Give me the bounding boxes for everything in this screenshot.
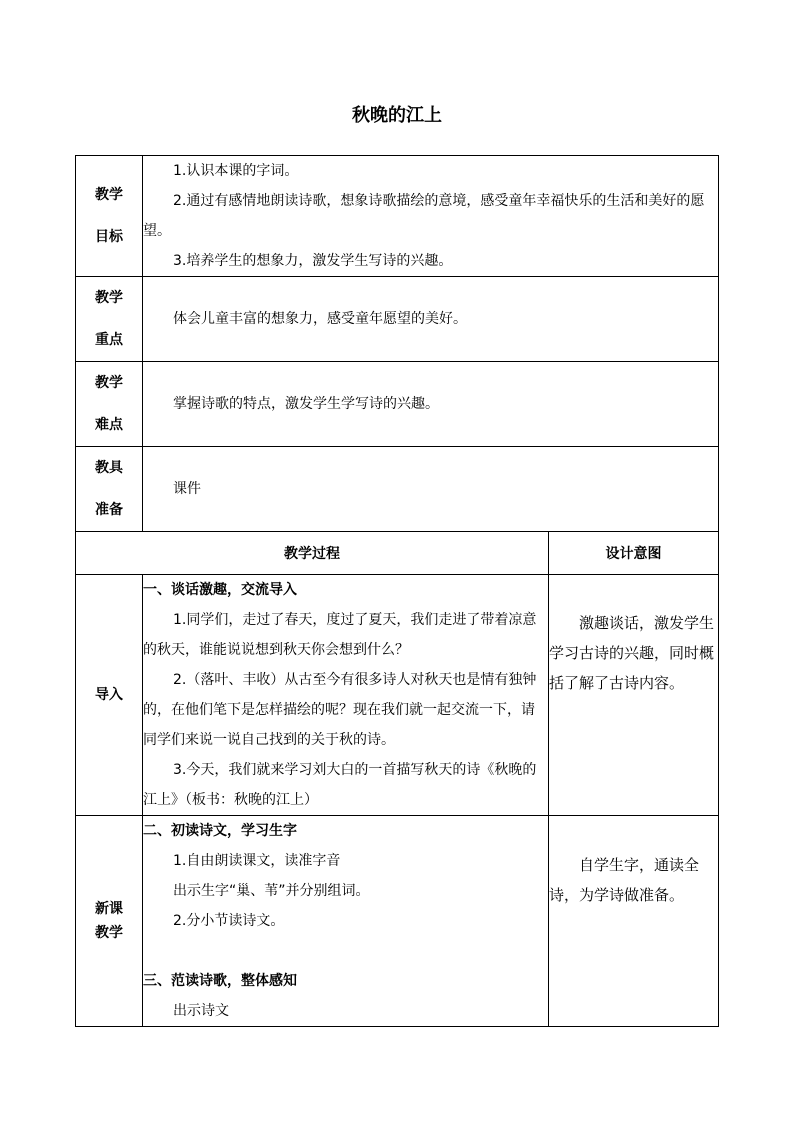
newlesson-heading-2: 三、范读诗歌，整体感知 (143, 973, 297, 989)
difficulty-text: 掌握诗歌的特点，激发学生学写诗的兴趣。 (173, 396, 439, 412)
intro-row (76, 575, 719, 816)
intro-stage-label: 导入 (76, 575, 143, 816)
goals-item-1: 1.认识本课的字词。 (173, 163, 299, 179)
intro-paragraph-2: 2.（落叶、丰收）从古至今有很多诗人对秋天也是情有独钟的，在他们笔下是怎样描绘的呢？现在我们就一起交流一下，请同学们来说一说自己找到的关于秋的诗。 (143, 672, 537, 748)
difficulty-label (76, 362, 143, 447)
process-header: 教学过程 (76, 532, 549, 575)
newlesson-heading-1: 二、初读诗文，学习生字 (143, 823, 297, 839)
tools-row (76, 447, 719, 532)
intro-heading: 一、谈话激趣，交流导入 (143, 582, 297, 598)
goals-label (76, 156, 143, 277)
intro-paragraph-3: 3.今天，我们就来学习刘大白的一首描写秋天的诗《秋晚的江上》（板书：秋晚的江上） (143, 762, 537, 808)
newlesson-line-3: 2.分小节读诗文。 (173, 913, 285, 929)
tools-label-line1: 教具 (95, 460, 123, 476)
lesson-plan-table (75, 155, 719, 1027)
newlesson-intent (549, 816, 719, 1027)
goals-content (143, 156, 719, 277)
intro-intent-text: 激趣谈话，激发学生学习古诗的兴趣，同时概括了解了古诗内容。 (549, 614, 715, 692)
intent-header: 设计意图 (549, 532, 719, 575)
newlesson-stage-line2: 教学 (95, 925, 123, 941)
focus-label-line2: 重点 (95, 332, 123, 348)
goals-item-3: 3.培养学生的想象力，激发学生写诗的兴趣。 (173, 253, 453, 269)
difficulty-row (76, 362, 719, 447)
goals-label-line2: 目标 (95, 229, 123, 245)
newlesson-line-4: 出示诗文 (173, 1003, 229, 1019)
process-header-row (76, 532, 719, 575)
difficulty-label-line2: 难点 (95, 417, 123, 433)
difficulty-content (143, 362, 719, 447)
blank-line (143, 936, 546, 966)
focus-row (76, 277, 719, 362)
intro-paragraph-1: 1.同学们，走过了春天，度过了夏天，我们走进了带着凉意的秋天，谁能说说想到秋天你会想到什么？ (143, 612, 537, 658)
document-title: 秋晚的江上 (352, 105, 442, 126)
focus-text: 体会儿童丰富的想象力，感受童年愿望的美好。 (173, 311, 467, 327)
goals-label-line1: 教学 (95, 187, 123, 203)
newlesson-line-2: 出示生字“巢、苇”并分别组词。 (173, 883, 370, 899)
newlesson-content (143, 816, 549, 1027)
intro-content (143, 575, 549, 816)
focus-content (143, 277, 719, 362)
focus-label (76, 277, 143, 362)
newlesson-stage-label (76, 816, 143, 1027)
newlesson-stage-line1: 新课 (95, 901, 123, 917)
tools-label (76, 447, 143, 532)
intro-intent (549, 575, 719, 816)
newlesson-line-1: 1.自由朗读课文，读准字音 (173, 853, 341, 869)
focus-label-line1: 教学 (95, 290, 123, 306)
newlesson-intent-text: 自学生字，通读全诗，为学诗做准备。 (549, 856, 700, 904)
tools-label-line2: 准备 (95, 502, 123, 518)
difficulty-label-line1: 教学 (95, 375, 123, 391)
tools-text: 课件 (173, 481, 201, 497)
goals-item-2: 2.通过有感情地朗读诗歌，想象诗歌描绘的意境，感受童年幸福快乐的生活和美好的愿望。 (143, 193, 705, 239)
newlesson-row (76, 816, 719, 1027)
goals-row (76, 156, 719, 277)
tools-content (143, 447, 719, 532)
